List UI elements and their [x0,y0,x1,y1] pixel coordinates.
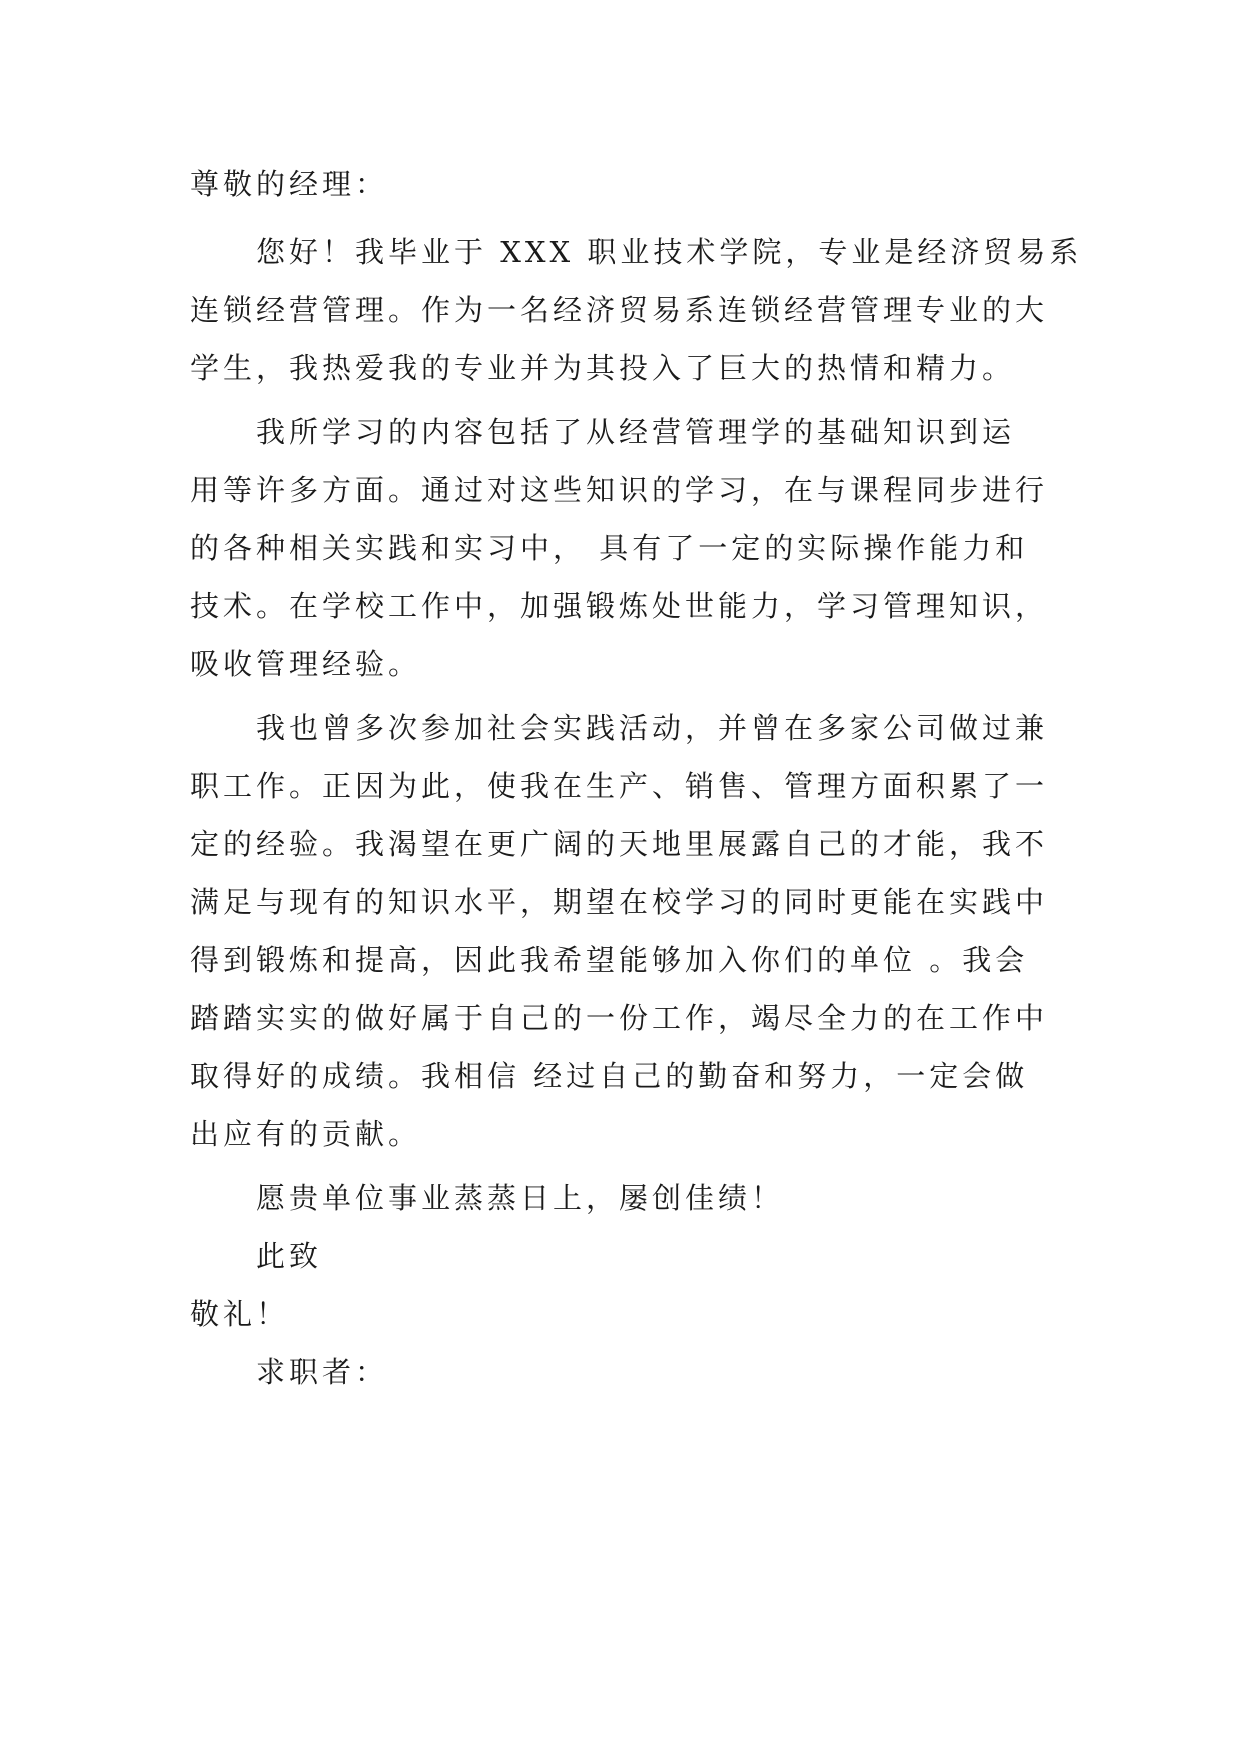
paragraph-experience [190,699,1060,1163]
paragraph-line: 我也曾多次参加社会实践活动，并曾在多家公司做过兼 [256,711,1049,745]
regards-line: 敬礼！ [190,1297,290,1331]
closing-line: 此致 [256,1239,323,1273]
paragraph-line: 您好！我毕业于 XXX 职业技术学院，专业是经济贸易系 [256,235,1083,269]
salutation: 尊敬的经理： [190,167,389,201]
paragraph-line: 定的经验。我渴望在更广阔的天地里展露自己的才能，我不 [190,827,1049,861]
paragraph-line: 出应有的贡献。 [190,1117,422,1151]
paragraph-line: 技术。在学校工作中，加强锻炼处世能力，学习管理知识， [190,589,1049,623]
paragraph-line: 我所学习的内容包括了从经营管理学的基础知识到运 [256,415,1016,449]
paragraph-line: 吸收管理经验。 [190,647,422,681]
signature-line: 求职者： [256,1355,389,1389]
wish-line: 愿贵单位事业蒸蒸日上，屡创佳绩！ [256,1181,785,1215]
paragraph-studies [190,403,1060,693]
paragraph-line: 用等许多方面。通过对这些知识的学习，在与课程同步进行 [190,473,1049,507]
paragraph-line: 得到锻炼和提高，因此我希望能够加入你们的单位 。我会 [190,943,1029,977]
paragraph-line: 取得好的成绩。我相信 经过自己的勤奋和努力，一定会做 [190,1059,1029,1093]
paragraph-line: 满足与现有的知识水平，期望在校学习的同时更能在实践中 [190,885,1049,919]
cover-letter [190,155,1083,1401]
paragraph-line: 职工作。正因为此，使我在生产、销售、管理方面积累了一 [190,769,1049,803]
paragraph-line: 的各种相关实践和实习中， 具有了一定的实际操作能力和 [190,531,1029,565]
paragraph-line: 连锁经营管理。作为一名经济贸易系连锁经营管理专业的大 [190,293,1049,327]
paragraph-line: 学生，我热爱我的专业并为其投入了巨大的热情和精力。 [190,351,1016,385]
paragraph-intro [190,223,1083,397]
paragraph-line: 踏踏实实的做好属于自己的一份工作，竭尽全力的在工作中 [190,1001,1049,1035]
